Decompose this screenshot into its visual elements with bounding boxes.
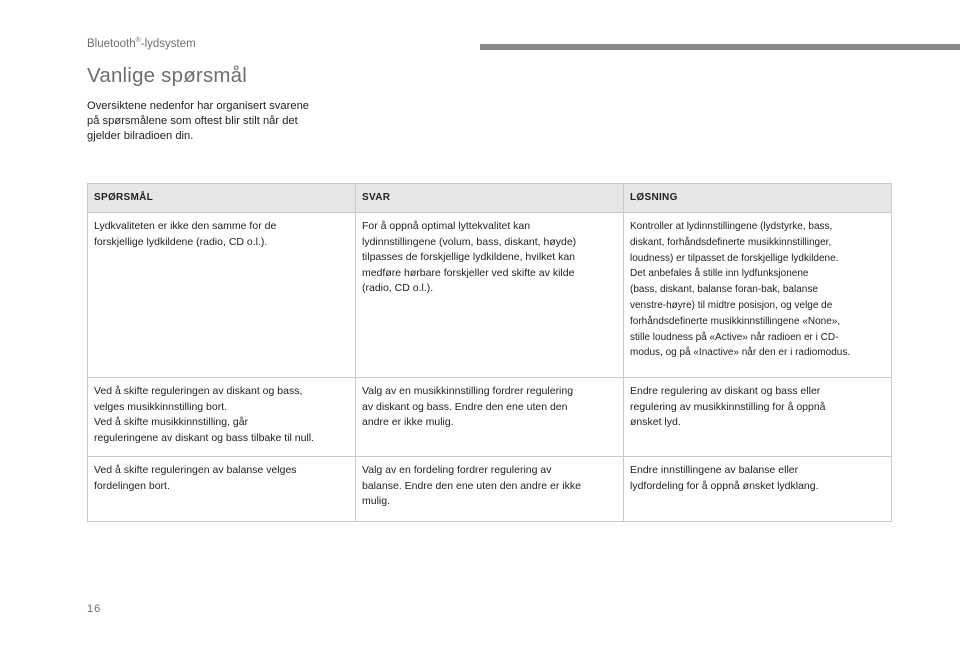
text-line: ønsket lyd. <box>630 416 681 428</box>
text-line: Det anbefales å stille inn lydfunksjonene <box>630 268 809 280</box>
text-line: loudness) er tilpasset de forskjellige lydkildene. <box>630 252 839 264</box>
section-label-prefix: Bluetooth <box>87 38 136 50</box>
text-line: stille loudness på «Active» når radioen er i CD- <box>630 331 839 343</box>
intro-line: Oversiktene nedenfor har organisert svarene <box>87 100 310 112</box>
text-line: velges musikkinnstilling bort. <box>94 400 228 413</box>
text-line: diskant, forhåndsdefinerte musikkinnstillinger, <box>630 236 832 248</box>
header-bar <box>480 44 960 50</box>
text-line: For å oppnå optimal lyttekvalitet kan <box>362 220 531 232</box>
text-line: reguleringene av diskant og bass tilbake til null. <box>94 431 315 444</box>
text-line: modus, og på «Inactive» når den er i radiomodus. <box>630 347 851 359</box>
solution-cell <box>624 378 892 457</box>
answer-cell <box>356 213 624 378</box>
text-line: lydfordeling for å oppnå ønsket lydklang. <box>630 479 819 492</box>
text-line: medføre hørbare forskjeller ved skifte av kilde <box>362 266 575 279</box>
section-label-suffix: -lydsystem <box>140 38 196 50</box>
text-line: balanse. Endre den ene uten den andre er ikke <box>362 479 581 492</box>
text-line: lydinnstillingene (volum, bass, diskant, høyde) <box>362 235 577 248</box>
text-line: Valg av en fordeling fordrer regulering av <box>362 464 552 476</box>
intro-line: på spørsmålene som oftest blir stilt når det <box>87 115 298 128</box>
faq-table <box>87 183 892 522</box>
question-cell <box>88 457 356 522</box>
column-header-solution: LØSNING <box>624 184 892 213</box>
text-line: Ved å skifte reguleringen av diskant og bass, <box>94 385 303 397</box>
text-line: mulig. <box>362 495 391 507</box>
section-label <box>87 38 196 50</box>
text-line: Endre regulering av diskant og bass eller <box>630 385 821 397</box>
table-row <box>88 213 892 378</box>
answer-cell <box>356 457 624 522</box>
text-line: forhåndsdefinerte musikkinnstillingene «None», <box>630 315 841 327</box>
page-number: 16 <box>87 603 102 615</box>
text-line: av diskant og bass. Endre den ene uten den <box>362 400 568 413</box>
text-line: (bass, diskant, balanse foran-bak, balanse <box>630 284 818 296</box>
text-line: Endre innstillingene av balanse eller <box>630 464 799 476</box>
text-line: fordelingen bort. <box>94 479 170 492</box>
intro-paragraph <box>87 99 347 145</box>
column-header-question: SPØRSMÅL <box>88 184 356 213</box>
text-line: forskjellige lydkildene (radio, CD o.l.). <box>94 235 268 248</box>
column-header-answer: SVAR <box>356 184 624 213</box>
text-line: regulering av musikkinnstilling for å oppnå <box>630 400 826 413</box>
text-line: Lydkvaliteten er ikke den samme for de <box>94 220 277 232</box>
solution-cell <box>624 213 892 378</box>
intro-line: gjelder bilradioen din. <box>87 130 194 143</box>
question-cell <box>88 378 356 457</box>
page-title: Vanlige spørsmål <box>87 64 248 87</box>
registered-mark: ® <box>135 37 141 44</box>
text-line: Kontroller at lydinnstillingene (lydstyrke, bass, <box>630 221 833 232</box>
text-line: venstre-høyre) til midtre posisjon, og velge de <box>630 299 833 311</box>
text-line: (radio, CD o.l.). <box>362 282 434 294</box>
solution-cell <box>624 457 892 522</box>
table-row <box>88 378 892 457</box>
text-line: andre er ikke mulig. <box>362 416 454 428</box>
table-row <box>88 457 892 522</box>
text-line: tilpasses de forskjellige lydkildene, hvilket kan <box>362 251 576 263</box>
text-line: Ved å skifte reguleringen av balanse velges <box>94 464 297 476</box>
question-cell <box>88 213 356 378</box>
answer-cell <box>356 378 624 457</box>
text-line: Valg av en musikkinnstilling fordrer regulering <box>362 385 574 397</box>
text-line: Ved å skifte musikkinnstilling, går <box>94 416 249 428</box>
table-header-row <box>88 184 892 213</box>
